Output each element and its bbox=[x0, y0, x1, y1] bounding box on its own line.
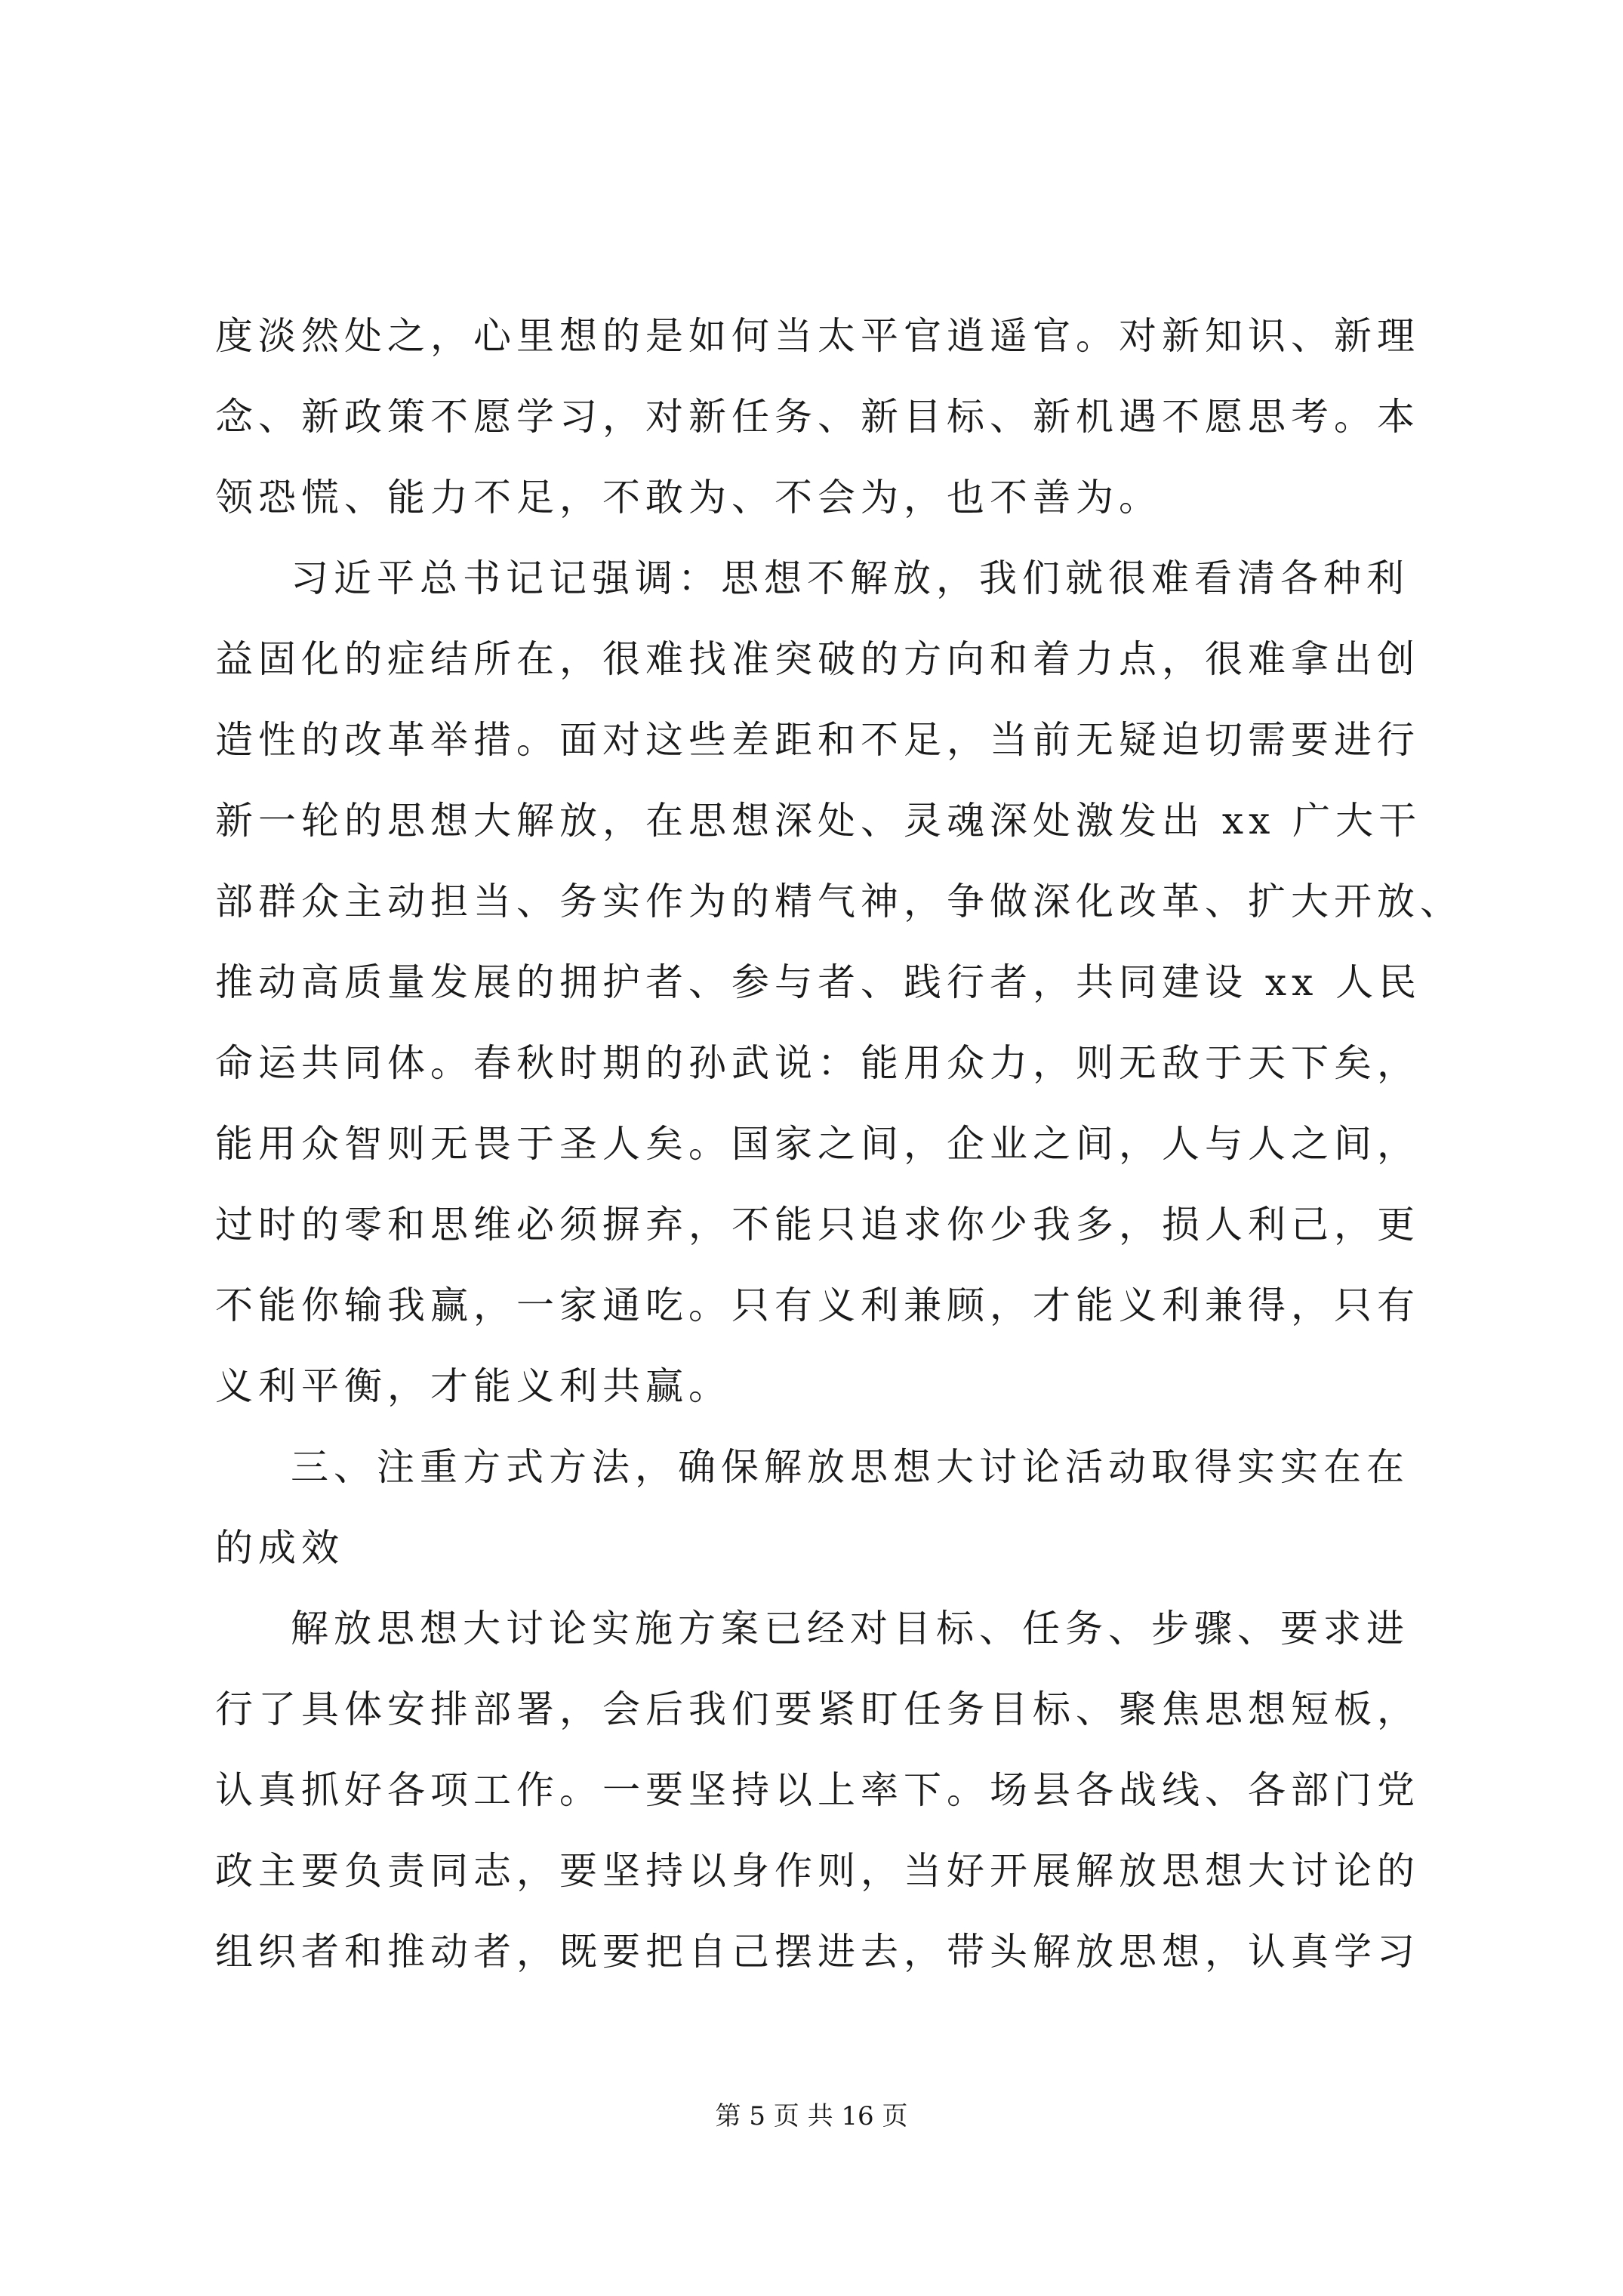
paragraph-first-line: 解放思想大讨论实施方案已经对目标、任务、步骤、要求进 bbox=[291, 1607, 1409, 1650]
text-line: 不能你输我赢，一家通吃。只有义利兼顾，才能义利兼得，只有 bbox=[215, 1284, 1420, 1327]
text-line: 政主要负责同志，要坚持以身作则，当好开展解放思想大讨论的 bbox=[215, 1849, 1420, 1893]
text-line: 过时的零和思维必须摒弃，不能只追求你少我多，损人利己，更 bbox=[215, 1203, 1420, 1247]
text-line: 能用众智则无畏于圣人矣。国家之间，企业之间，人与人之间， bbox=[215, 1122, 1420, 1166]
text-line: 领恐慌、能力不足，不敢为、不会为，也不善为。 bbox=[215, 476, 1162, 519]
text-line: 造性的改革举措。面对这些差距和不足，当前无疑迫切需要进行 bbox=[215, 718, 1420, 762]
text-line: 义利平衡，才能义利共赢。 bbox=[215, 1364, 731, 1408]
text-line: 命运共同体。春秋时期的孙武说：能用众力，则无敌于天下矣， bbox=[215, 1041, 1420, 1085]
paragraph-first-line: 习近平总书记记强调：思想不解放，我们就很难看清各种利 bbox=[291, 556, 1409, 600]
section-heading: 三、注重方式方法，确保解放思想大讨论活动取得实实在在 bbox=[291, 1445, 1409, 1489]
page-number-footer: 第 5 页 共 16 页 bbox=[715, 2101, 908, 2131]
text-line: 念、新政策不愿学习，对新任务、新目标、新机遇不愿思考。本 bbox=[215, 395, 1420, 439]
text-line: 新一轮的思想大解放，在思想深处、灵魂深处激发出 xx 广大干 bbox=[215, 799, 1422, 843]
section-heading-continued: 的成效 bbox=[215, 1526, 344, 1570]
text-line: 组织者和推动者，既要把自己摆进去，带头解放思想，认真学习 bbox=[215, 1930, 1420, 1974]
text-line: 部群众主动担当、务实作为的精气神，争做深化改革、扩大开放、 bbox=[215, 880, 1463, 923]
text-line: 度淡然处之，心里想的是如何当太平官逍遥官。对新知识、新理 bbox=[215, 314, 1420, 358]
text-line: 行了具体安排部署，会后我们要紧盯任务目标、聚焦思想短板， bbox=[215, 1687, 1420, 1731]
text-line: 推动高质量发展的拥护者、参与者、践行者，共同建设 xx 人民 bbox=[215, 960, 1422, 1004]
text-line: 益固化的症结所在，很难找准突破的方向和着力点，很难拿出创 bbox=[215, 637, 1420, 681]
text-line: 认真抓好各项工作。一要坚持以上率下。场县各战线、各部门党 bbox=[215, 1768, 1420, 1812]
